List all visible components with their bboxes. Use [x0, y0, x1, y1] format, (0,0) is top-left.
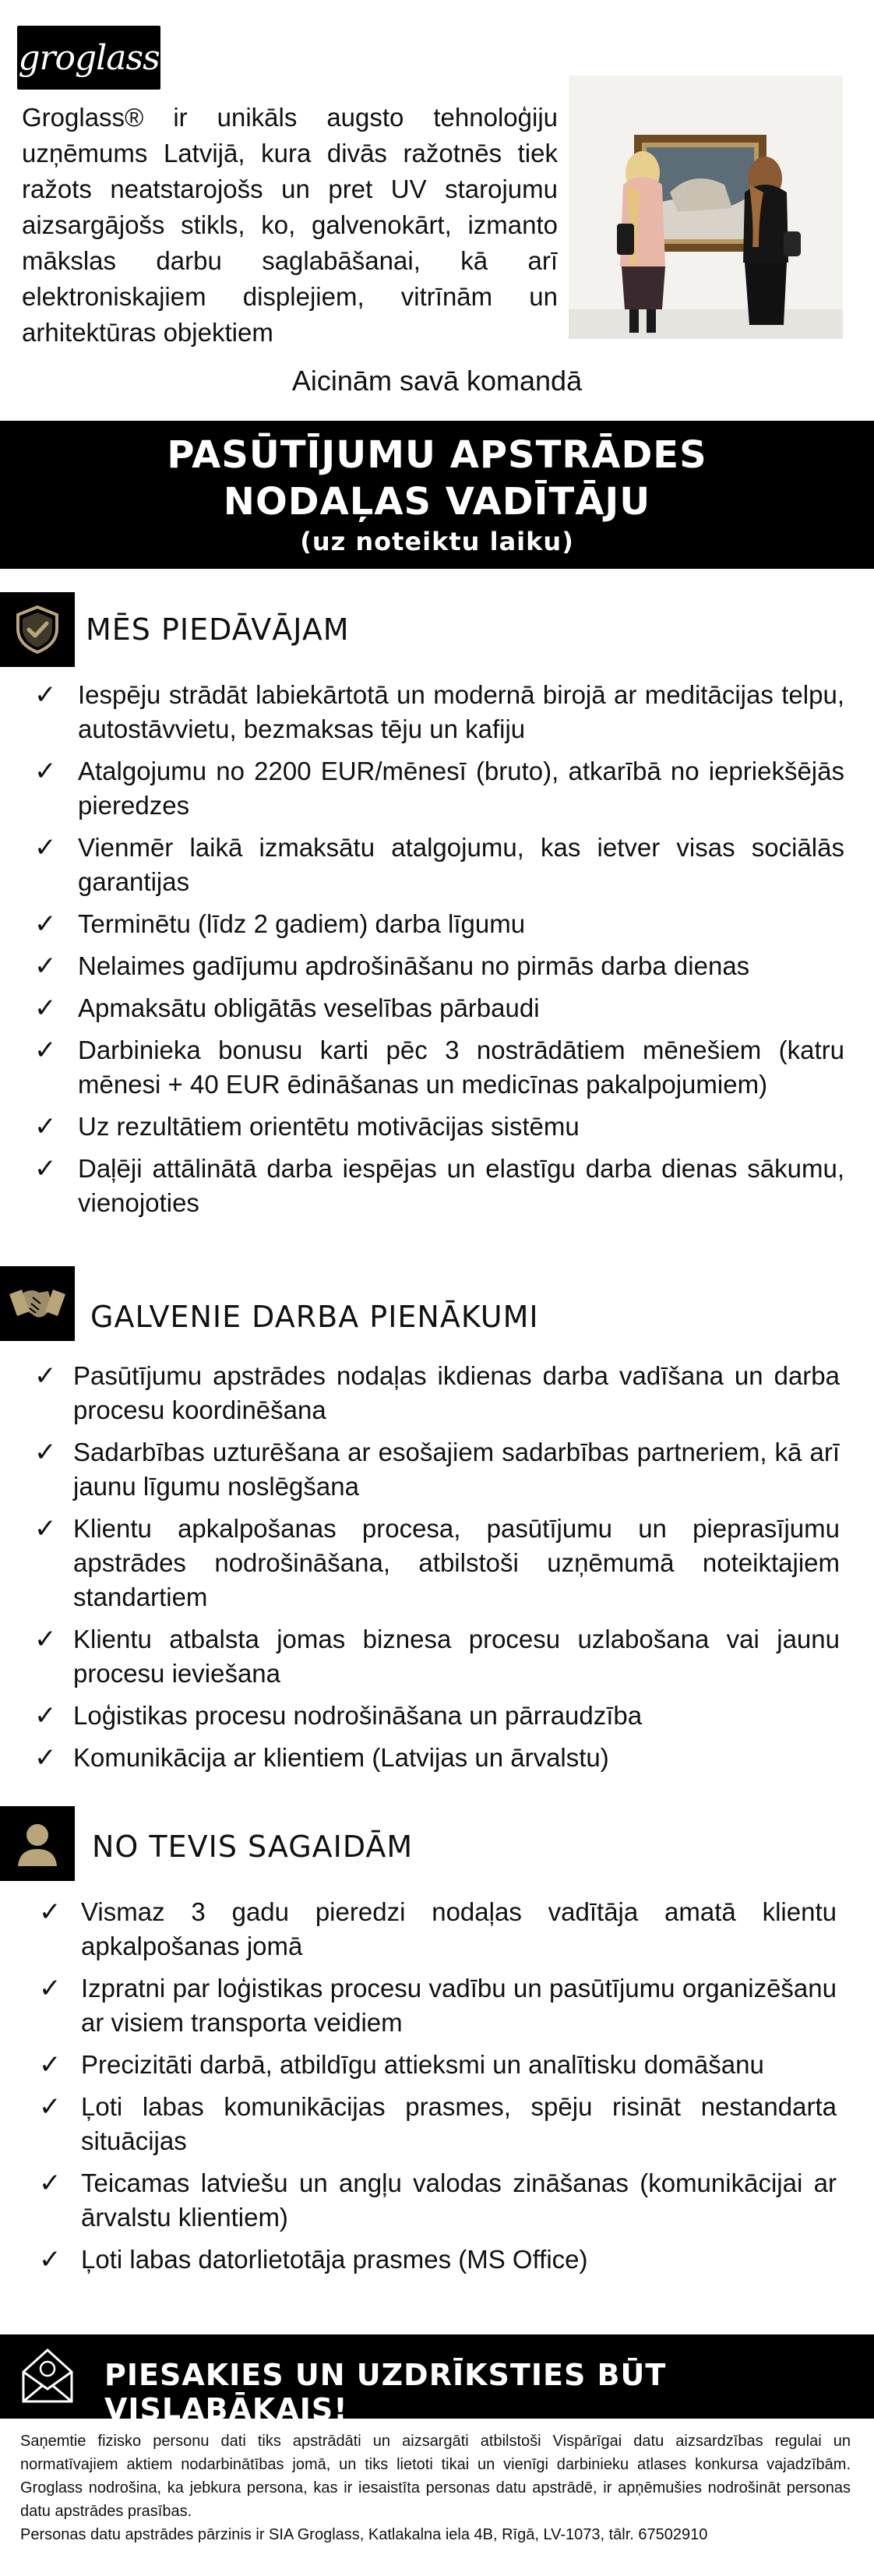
- checkmark-icon: ✓: [34, 757, 57, 786]
- checkmark-icon: ✓: [34, 1743, 57, 1773]
- list-item: [34, 907, 844, 941]
- list-item-text: Vismaz 3 gadu pieredzi nodaļas vadītāja amatā klientu apkalpošanas jomā: [81, 1897, 837, 1960]
- list-item: [34, 1512, 840, 1614]
- checkmark-icon: ✓: [39, 2050, 62, 2080]
- list-item: [39, 2090, 837, 2158]
- list-item: [34, 1622, 840, 1691]
- list-item: [34, 1152, 844, 1220]
- groglass-logo: [17, 26, 160, 90]
- logo-text: groglass: [18, 37, 160, 78]
- requirements-list: [39, 1895, 837, 2285]
- list-item-text: Apmaksātu obligātās veselības pārbaudi: [78, 993, 540, 1022]
- list-item-text: Sadarbības uzturēšana ar esošajiem sadarbības partneriem, kā arī jaunu līgumu noslēgšana: [73, 1438, 840, 1501]
- list-item-text: Komunikācija ar klientiem (Latvijas un ārvalstu): [73, 1743, 609, 1772]
- list-item-text: Nelaimes gadījumu apdrošināšanu no pirmās darba dienas: [78, 951, 750, 980]
- list-item-text: Uz rezultātiem orientētu motivācijas sistēmu: [78, 1112, 580, 1141]
- checkmark-icon: ✓: [39, 1897, 62, 1927]
- checkmark-icon: ✓: [39, 2092, 62, 2122]
- list-item: [34, 1435, 840, 1504]
- handshake-icon: [0, 1266, 75, 1341]
- checkmark-icon: ✓: [34, 909, 57, 939]
- list-item-text: Iespēju strādāt labiekārtotā un modernā birojā ar meditācijas telpu, autostāvvietu, bezmaksas tēju un kafiju: [78, 680, 844, 743]
- list-item: [34, 1699, 840, 1733]
- checkmark-icon: ✓: [34, 1154, 57, 1184]
- data-controller: Personas datu apstrādes pārzinis ir SIA Groglass, Katlakalna iela 4B, Rīgā, LV-1073, tālr. 67502910: [20, 2526, 708, 2543]
- offer-title: MĒS PIEDĀVĀJAM: [86, 612, 350, 647]
- privacy-notice: Saņemtie fizisko personu dati tiks apstrādāti un aizsargāti atbilstoši Vispārīgai datu aizsardzības regulai un normatīvajiem aktiem nodarbinātības jomā, un tiks lietoti tikai un vienīgi darbinieku atlases konkursa vajadzībām. Groglass nodrošina, ka jebkura persona, kas ir iesaistīta personas datu apstrādē, ir apņēmušies nodrošināt personas datu apstrādes prasības.: [20, 2433, 851, 2520]
- list-item-text: Daļēji attālinātā darba iespējas un elastīgu darba dienas sākumu, vienojoties: [78, 1154, 844, 1217]
- gallery-illustration: [569, 76, 843, 339]
- list-item-text: Loģistikas procesu nodrošināšana un pārraudzība: [73, 1701, 643, 1730]
- list-item-text: Ļoti labas datorlietotāja prasmes (MS Office): [81, 2245, 588, 2274]
- list-item-text: Darbinieka bonusu karti pēc 3 nostrādātiem mēnešiem (katru mēnesi + 40 EUR ēdināšanas un medicīnas pakalpojumiem): [78, 1036, 844, 1099]
- checkmark-icon: ✓: [34, 993, 57, 1023]
- checkmark-icon: ✓: [34, 1361, 57, 1391]
- duties-list: [34, 1359, 840, 1783]
- list-item-text: Terminētu (līdz 2 gadiem) darba līgumu: [78, 909, 526, 938]
- checkmark-icon: ✓: [34, 1701, 57, 1731]
- list-item: [39, 1971, 837, 2040]
- list-item: [39, 2243, 837, 2277]
- list-item: [39, 2048, 837, 2082]
- list-item: [34, 949, 844, 983]
- checkmark-icon: ✓: [39, 2245, 62, 2274]
- job-title-line1: PASŪTĪJUMU APSTRĀDES: [167, 433, 707, 477]
- checkmark-icon: ✓: [34, 680, 57, 710]
- list-item: [34, 1741, 840, 1775]
- job-title-term: (uz noteiktu laiku): [300, 527, 574, 556]
- list-item-text: Ļoti labas komunikācijas prasmes, spēju risināt nestandarta situācijas: [81, 2092, 837, 2155]
- checkmark-icon: ✓: [39, 1974, 62, 2003]
- list-item: [39, 1895, 837, 1964]
- list-item-text: Atalgojumu no 2200 EUR/mēnesī (bruto), atkarībā no iepriekšējās pieredzes: [78, 757, 844, 820]
- checkmark-icon: ✓: [34, 1036, 57, 1065]
- list-item: [34, 1033, 844, 1102]
- list-item: [34, 831, 844, 899]
- checkmark-icon: ✓: [34, 1514, 57, 1544]
- list-item-text: Vienmēr laikā izmaksātu atalgojumu, kas ietver visas sociālās garantijas: [78, 833, 844, 896]
- list-item: [34, 991, 844, 1025]
- invite-text: Aicinām savā komandā: [291, 365, 583, 397]
- checkmark-icon: ✓: [34, 951, 57, 981]
- requirements-title: NO TEVIS SAGAIDĀM: [92, 1830, 414, 1864]
- apply-banner[interactable]: [0, 2334, 874, 2426]
- privacy-footer: [20, 2430, 851, 2546]
- gallery-photo: [569, 76, 843, 339]
- checkmark-icon: ✓: [39, 2168, 62, 2198]
- company-intro: Groglass® ir unikāls augsto tehnoloģiju uzņēmums Latvijā, kura divās ražotnēs tiek ražots neatstarojošs un pret UV starojumu aizsargājošs stikls, ko, galvenokārt, izmanto mākslas darbu saglabāšanai, kā arī elektroniskajiem displejiem, vitrīnām un arhitektūras objektiem: [22, 103, 558, 347]
- job-title-banner: [0, 421, 874, 569]
- checkmark-icon: ✓: [34, 1112, 57, 1142]
- list-item-text: Precizitāti darbā, atbildīgu attieksmi un analītisku domāšanu: [81, 2050, 764, 2079]
- list-item-text: Pasūtījumu apstrādes nodaļas ikdienas darba vadīšana un darba procesu koordinēšana: [73, 1361, 840, 1424]
- list-item: [34, 754, 844, 823]
- job-title-line2: NODAĻAS VADĪTĀJU: [223, 480, 651, 524]
- checkmark-icon: ✓: [34, 833, 57, 863]
- duties-title: GALVENIE DARBA PIENĀKUMI: [90, 1300, 539, 1334]
- apply-text: PIESAKIES UN UZDRĪKSTIES BŪT VISLABĀKAIS!: [104, 2358, 667, 2426]
- list-item: [39, 2166, 837, 2235]
- list-item-text: Izpratni par loģistikas procesu vadību un pasūtījumu organizēšanu ar visiem transporta veidiem: [81, 1974, 837, 2037]
- person-icon: [0, 1806, 75, 1881]
- list-item: [34, 678, 844, 746]
- list-item-text: Klientu apkalpošanas procesa, pasūtījumu un pieprasījumu apstrādes nodrošināšana, atbilstoši uzņēmumā noteiktajiem standartiem: [73, 1514, 840, 1611]
- checkmark-icon: ✓: [34, 1625, 57, 1654]
- checkmark-icon: ✓: [34, 1438, 57, 1467]
- offer-list: [34, 678, 844, 1228]
- list-item: [34, 1359, 840, 1427]
- list-item-text: Teicamas latviešu un angļu valodas zināšanas (komunikācijai ar ārvalstu klientiem): [81, 2168, 837, 2232]
- list-item: [34, 1110, 844, 1144]
- envelope-icon: [19, 2345, 76, 2406]
- shield-check-icon: [0, 592, 75, 667]
- list-item-text: Klientu atbalsta jomas biznesa procesu uzlabošana vai jaunu procesu ieviešana: [73, 1625, 840, 1688]
